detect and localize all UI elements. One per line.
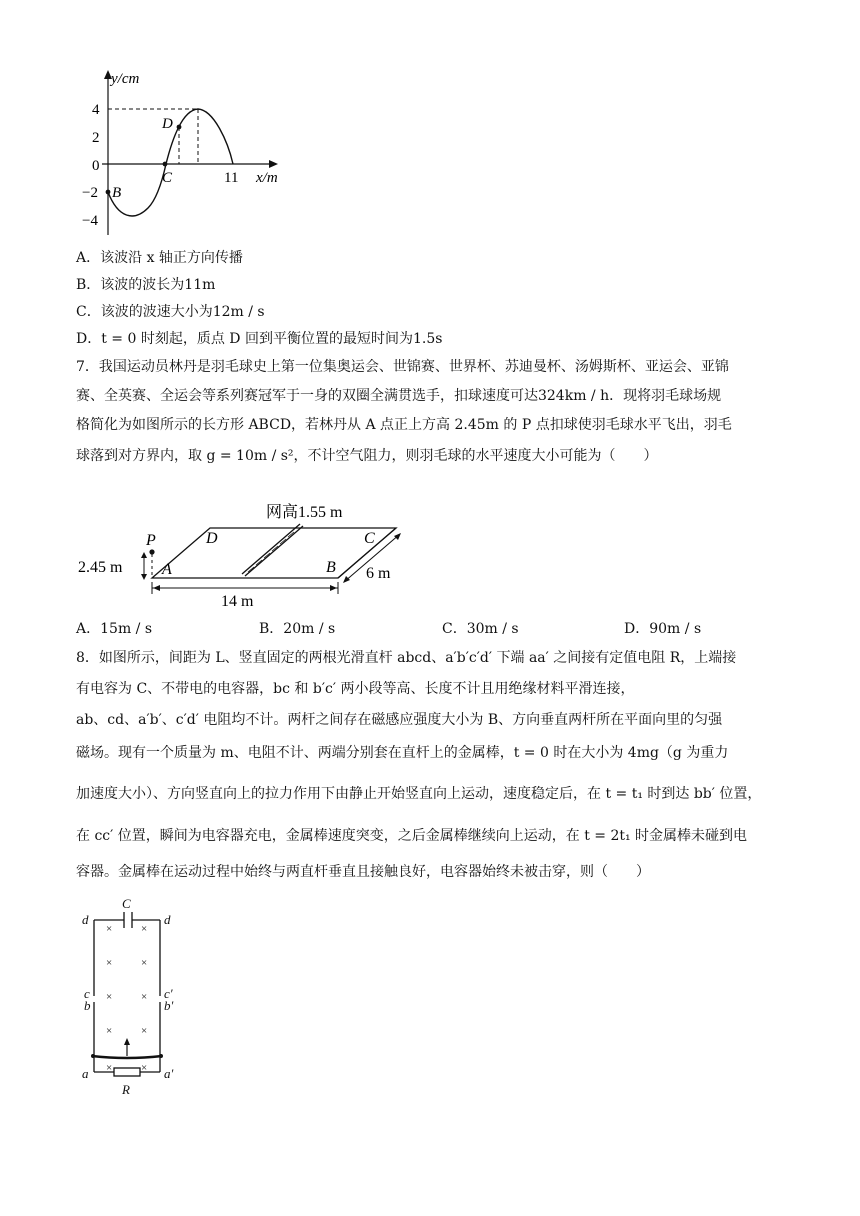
- q7-option-c: C．30m / s: [442, 621, 519, 637]
- field-cross: ×: [141, 1062, 148, 1074]
- point-c: [163, 162, 168, 167]
- rails-figure: [80, 896, 190, 1102]
- y-tick-2: 2: [92, 130, 100, 146]
- q6-option-a: A．该波沿 x 轴正方向传播: [76, 250, 243, 266]
- label-c: C: [364, 530, 375, 547]
- width-arrow-top: [394, 533, 401, 540]
- y-tick-neg2: −2: [82, 185, 98, 201]
- q7-line-3: 格简化为如图所示的长方形 ABCD，若林丹从 A 点正上方高 2.45m 的 P 点扣球使羽毛球水平飞出，羽毛: [76, 417, 732, 433]
- label-r: R: [122, 1082, 130, 1097]
- label-d-left: d: [82, 912, 89, 927]
- x-tick-11: 11: [224, 170, 239, 186]
- width-arrow-bottom: [343, 576, 350, 583]
- q8-line-6: 在 cc′ 位置，瞬间为电容器充电，金属棒速度突变，之后金属棒继续向上运动，在 t = 2t₁ 时金属棒未碰到电: [76, 828, 748, 844]
- label-c-right: c′: [164, 986, 173, 1001]
- label-a-left: a: [82, 1066, 89, 1081]
- q7-line-1: 7．我国运动员林丹是羽毛球史上第一位集奥运会、世锦赛、世界杯、苏迪曼杯、汤姆斯杯、亚运会、亚锦: [76, 359, 729, 375]
- label-b: B: [326, 559, 336, 576]
- point-p: [149, 549, 154, 554]
- force-arrow-head: [124, 1038, 130, 1045]
- field-cross: ×: [106, 991, 113, 1003]
- field-cross: ×: [141, 923, 148, 935]
- q8-line-7: 容器。金属棒在运动过程中始终与两直杆垂直且接触良好，电容器始终未被击穿，则（ ）: [76, 864, 650, 880]
- q7-option-d: D．90m / s: [624, 621, 702, 637]
- label-c: C: [162, 170, 173, 186]
- point-b: [106, 190, 111, 195]
- label-a: A: [162, 561, 172, 578]
- label-d: D: [206, 530, 218, 547]
- label-d: D: [162, 116, 173, 132]
- label-c-left: c: [84, 986, 90, 1001]
- rod-end-left: [91, 1054, 95, 1058]
- q6-option-b: B．该波的波长为11m: [76, 277, 216, 293]
- q8-line-1: 8．如图所示，间距为 L、竖直固定的两根光滑直杆 abcd、a′b′c′d′ 下端 aa′ 之间接有定值电阻 R，上端接: [76, 650, 737, 666]
- q8-line-4: 磁场。现有一个质量为 m、电阻不计、两端分别套在直杆上的金属棒，t = 0 时在大小为 4mg（g 为重力: [76, 745, 729, 761]
- rod-end-right: [159, 1054, 163, 1058]
- label-p: P: [146, 532, 156, 549]
- length-arrow-right: [330, 585, 337, 591]
- resistor: [114, 1068, 140, 1076]
- label-a-right: a′: [164, 1066, 174, 1081]
- label-b-right: b′: [164, 998, 174, 1013]
- y-tick-4: 4: [92, 102, 100, 118]
- width-label: 6 m: [366, 565, 391, 582]
- q7-option-a: A．15m / s: [76, 621, 153, 637]
- net: [242, 524, 303, 576]
- court-outline: [152, 528, 396, 578]
- y-tick-neg4: −4: [82, 213, 98, 229]
- q6-option-c: C．该波的波速大小为12m / s: [76, 304, 265, 320]
- label-b: B: [112, 185, 122, 201]
- field-cross: ×: [106, 957, 113, 969]
- x-axis-arrow: [269, 160, 278, 168]
- y-tick-0: 0: [92, 158, 100, 174]
- height-arrow-top: [141, 552, 147, 558]
- y-axis-label: y/cm: [111, 71, 140, 87]
- q7-option-b: B．20m / s: [259, 621, 336, 637]
- field-cross: ×: [141, 1025, 148, 1037]
- wave-graph: [78, 70, 300, 240]
- q8-line-5: 加速度大小）、方向竖直向上的拉力作用下由静止开始竖直向上运动，速度稳定后，在 t = t₁ 时到达 bb′ 位置，: [76, 786, 762, 802]
- length-label: 14 m: [221, 593, 254, 610]
- q7-line-2: 赛、全英赛、全运会等系列赛冠军于一身的双圈全满贯选手，扣球速度可达324km / h．现将羽毛球场规: [76, 388, 722, 404]
- label-b-left: b: [84, 998, 91, 1013]
- field-cross: ×: [106, 1025, 113, 1037]
- height-arrow-bottom: [141, 574, 147, 580]
- court-figure: [76, 496, 416, 614]
- point-d: [177, 125, 182, 130]
- q8-line-3: ab、cd、a′b′、c′d′ 电阻均不计。两杆之间存在磁感应强度大小为 B、方向垂直两杆所在平面向里的匀强: [76, 712, 723, 728]
- metal-rod: [92, 1056, 162, 1058]
- x-axis-label: x/m: [256, 170, 278, 186]
- length-arrow-left: [153, 585, 160, 591]
- q8-line-2: 有电容为 C、不带电的电容器，bc 和 b′c′ 两小段等高、长度不计且用绝缘材料平滑连接，: [76, 681, 635, 697]
- label-d-right: d: [164, 912, 171, 927]
- field-cross: ×: [106, 923, 113, 935]
- field-cross: ×: [141, 957, 148, 969]
- field-cross: ×: [141, 991, 148, 1003]
- q7-line-4: 球落到对方界内，取 g = 10m / s²，不计空气阻力，则羽毛球的水平速度大小可能为（ ）: [76, 448, 658, 464]
- field-cross: ×: [106, 1062, 113, 1074]
- height-label: 2.45 m: [78, 559, 123, 576]
- q6-option-d: D．t = 0 时刻起，质点 D 回到平衡位置的最短时间为1.5s: [76, 331, 443, 347]
- label-c-cap: C: [122, 896, 131, 911]
- net-label: 网高1.55 m: [266, 504, 343, 521]
